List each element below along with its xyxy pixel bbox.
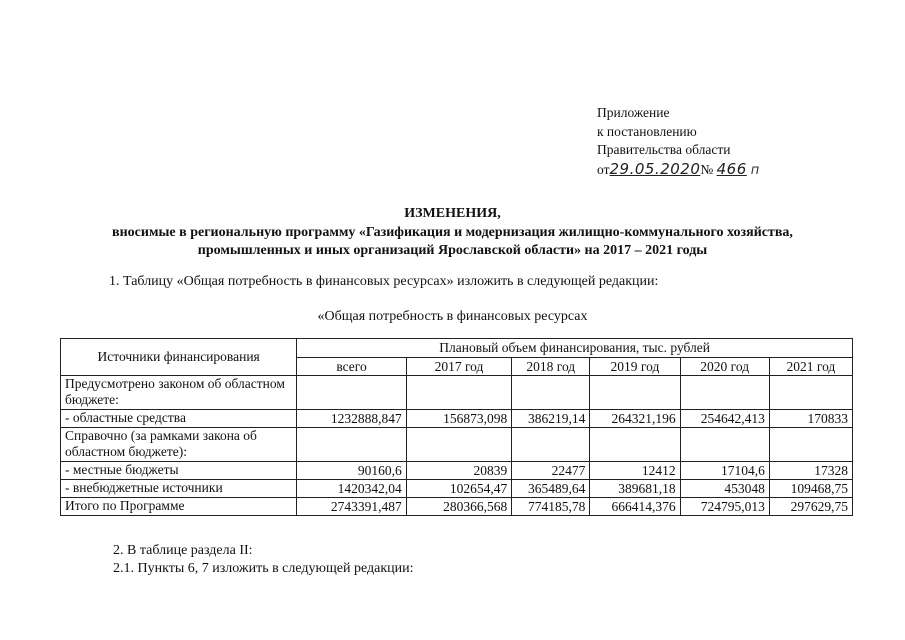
cell-value: 102654,47 (406, 480, 511, 498)
appendix-line-3: Правительства области (597, 142, 731, 157)
cell-value (512, 428, 590, 462)
cell-value: 774185,78 (512, 498, 590, 516)
cell-value (590, 428, 680, 462)
cell-value (769, 376, 852, 410)
cell-value: 17328 (769, 462, 852, 480)
cell-value: 109468,75 (769, 480, 852, 498)
cell-value: 1232888,847 (297, 410, 407, 428)
table-caption: «Общая потребность в финансовых ресурсах (317, 309, 588, 324)
table-row (61, 462, 853, 480)
column-header: 2017 год (406, 358, 511, 376)
column-header: 2019 год (590, 358, 680, 376)
cell-value: 386219,14 (512, 410, 590, 428)
row-label: Итого по Программе (61, 498, 297, 516)
cell-value: 17104,6 (680, 462, 769, 480)
document-subtitle-line-1: вносимые в региональную программу «Газификация и модернизация жилищно-коммунального хозяйства, (112, 225, 793, 240)
column-header: 2021 год (769, 358, 852, 376)
cell-value (680, 376, 769, 410)
paragraph-1: 1. Таблицу «Общая потребность в финансовых ресурсах» изложить в следующей редакции: (109, 274, 659, 289)
cell-value: 280366,568 (406, 498, 511, 516)
table-row (61, 480, 853, 498)
table-row (61, 410, 853, 428)
cell-value: 156873,098 (406, 410, 511, 428)
financing-table (60, 338, 853, 516)
cell-value: 1420342,04 (297, 480, 407, 498)
row-label: - внебюджетные источники (61, 480, 297, 498)
cell-value (297, 376, 407, 410)
cell-value (769, 428, 852, 462)
cell-value: 666414,376 (590, 498, 680, 516)
cell-value: 389681,18 (590, 480, 680, 498)
handwritten-number: 466 (716, 159, 747, 178)
cell-value: 254642,413 (680, 410, 769, 428)
cell-value (406, 428, 511, 462)
cell-value: 90160,6 (297, 462, 407, 480)
paragraph-3: 2.1. Пункты 6, 7 изложить в следующей редакции: (113, 561, 414, 576)
column-header: 2020 год (680, 358, 769, 376)
cell-value: 297629,75 (769, 498, 852, 516)
cell-value: 12412 (590, 462, 680, 480)
cell-value: 453048 (680, 480, 769, 498)
cell-value: 170833 (769, 410, 852, 428)
document-subtitle-line-2: промышленных и иных организаций Ярославской области» на 2017 – 2021 годы (197, 243, 708, 258)
table-row-total (61, 498, 853, 516)
date-prefix: от (597, 161, 610, 177)
paragraph-2: 2. В таблице раздела II: (113, 543, 253, 558)
cell-value: 20839 (406, 462, 511, 480)
row-label: Справочно (за рамками закона об областном бюджете): (61, 428, 297, 462)
cell-value (297, 428, 407, 462)
cell-value: 22477 (512, 462, 590, 480)
table-row (61, 376, 853, 410)
header-plan: Плановый объем финансирования, тыс. рублей (297, 339, 853, 358)
cell-value (590, 376, 680, 410)
header-source: Источники финансирования (61, 339, 297, 376)
handwritten-date: 29.05.2020 (609, 159, 701, 178)
row-label: Предусмотрено законом об областном бюджете: (61, 376, 297, 410)
cell-value (406, 376, 511, 410)
row-label: - областные средства (61, 410, 297, 428)
cell-value: 365489,64 (512, 480, 590, 498)
cell-value: 2743391,487 (297, 498, 407, 516)
document-title: ИЗМЕНЕНИЯ, (404, 206, 501, 221)
cell-value (680, 428, 769, 462)
appendix-line-2: к постановлению (597, 123, 697, 139)
signature-mark: п (750, 162, 760, 178)
table-row (61, 428, 853, 462)
cell-value (512, 376, 590, 410)
column-header: 2018 год (512, 358, 590, 376)
appendix-line-1: Приложение (597, 105, 670, 120)
row-label: - местные бюджеты (61, 462, 297, 480)
appendix-date-line (597, 160, 759, 181)
cell-value: 264321,196 (590, 410, 680, 428)
column-header: всего (297, 358, 407, 376)
appendix-block (597, 104, 759, 180)
cell-value: 724795,013 (680, 498, 769, 516)
number-label: № (700, 161, 714, 177)
